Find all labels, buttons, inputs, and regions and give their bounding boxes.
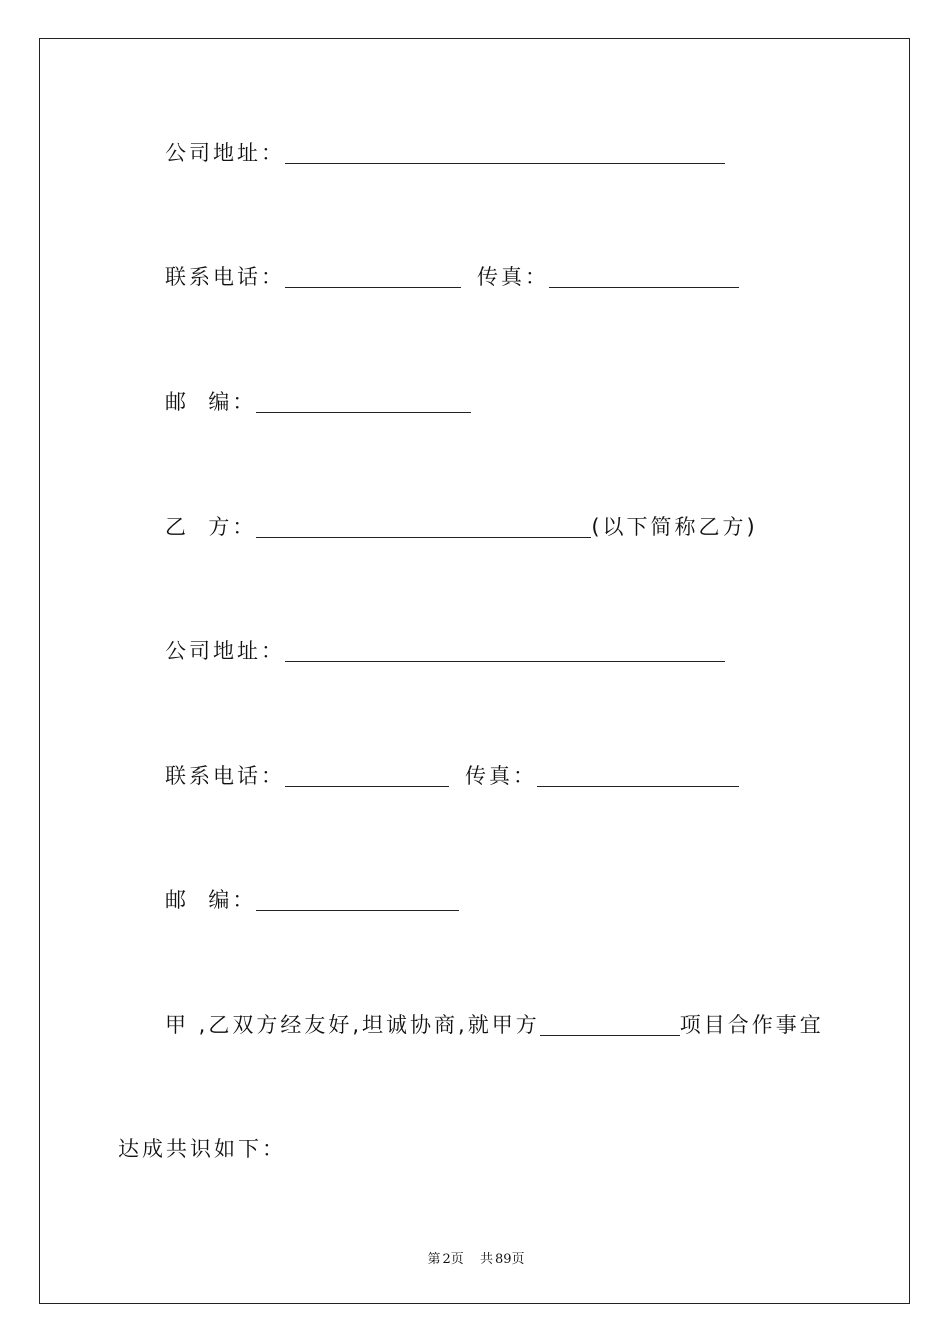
agreement-sentence-end: 项目合作事宜	[679, 1013, 824, 1037]
agreement-sentence-start: 甲 ,乙双方经友好,坦诚协商,就甲方	[165, 1013, 540, 1037]
party-a-phone-row	[165, 261, 739, 291]
party-b-phone-field[interactable]	[285, 785, 449, 787]
party-b-fax-field[interactable]	[537, 785, 739, 787]
party-b-label: 乙 方：	[165, 515, 257, 539]
party-b-postcode-row	[165, 884, 459, 914]
footer-total-prefix: 共	[479, 1252, 493, 1267]
party-a-phone-field[interactable]	[285, 286, 461, 288]
party-a-phone-label: 联系电话：	[165, 265, 285, 289]
party-a-fax-field[interactable]	[549, 286, 739, 288]
party-a-address-field[interactable]	[285, 162, 725, 164]
party-a-address-row	[165, 137, 725, 167]
party-b-address-row	[165, 635, 725, 665]
party-b-address-field[interactable]	[285, 660, 725, 662]
party-b-fax-label: 传真：	[465, 764, 537, 788]
party-a-fax-label: 传真：	[477, 265, 549, 289]
footer-page-prefix: 第	[427, 1252, 441, 1267]
party-b-phone-row	[165, 760, 739, 790]
party-b-postcode-label: 邮 编：	[165, 888, 257, 912]
party-b-phone-label: 联系电话：	[165, 764, 285, 788]
party-a-postcode-field[interactable]	[256, 411, 471, 413]
agreement-continuation-row	[118, 1133, 286, 1163]
project-name-field[interactable]	[540, 1034, 680, 1036]
party-a-postcode-label: 邮 编：	[165, 390, 257, 414]
party-b-name-field[interactable]	[256, 536, 591, 538]
footer-total-number: 89	[494, 1252, 512, 1267]
party-b-row	[165, 511, 758, 541]
agreement-sentence-cont: 达成共识如下：	[118, 1137, 286, 1161]
party-a-address-label: 公司地址：	[165, 141, 285, 165]
footer-page-number: 2	[442, 1252, 451, 1267]
party-b-postcode-field[interactable]	[256, 909, 459, 911]
page-frame	[39, 38, 910, 1304]
party-b-suffix: (以下简称乙方)	[591, 515, 758, 539]
party-b-address-label: 公司地址：	[165, 639, 285, 663]
party-a-postcode-row	[165, 386, 471, 416]
footer-page-mid: 页	[450, 1252, 464, 1267]
footer-total-suffix: 页	[511, 1252, 525, 1267]
page-footer	[0, 1248, 950, 1267]
agreement-sentence-row	[165, 1009, 824, 1039]
